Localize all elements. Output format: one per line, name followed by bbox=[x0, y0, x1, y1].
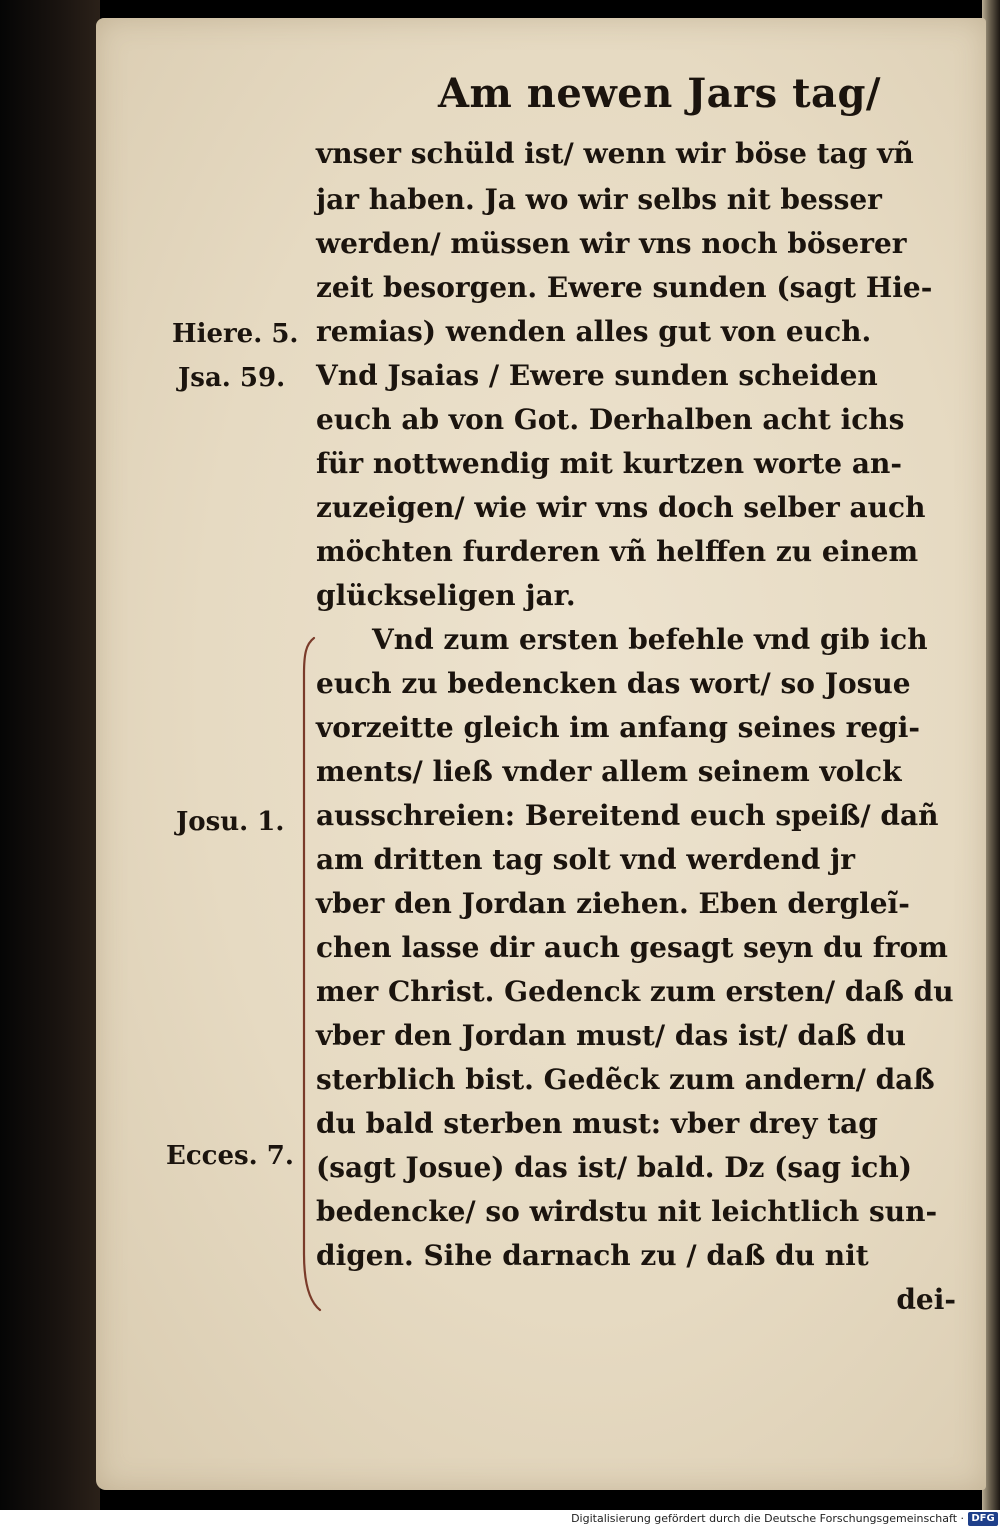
text-line: chen lasse dir auch gesagt seyn du from bbox=[316, 931, 948, 964]
text-line: am dritten tag solt vnd werdend jr bbox=[316, 843, 856, 876]
text-line: vnser schüld ist/ wenn wir böse tag vñ bbox=[316, 137, 914, 170]
text-line: (sagt Josue) das ist/ bald. Dz (sag ich) bbox=[316, 1151, 912, 1184]
book-gutter bbox=[0, 0, 100, 1510]
text-line: für nottwendig mit kurtzen worte an- bbox=[316, 447, 902, 480]
text-line: zeit besorgen. Ewere sunden (sagt Hie- bbox=[316, 271, 933, 304]
text-line: glückseligen jar. bbox=[316, 579, 576, 612]
text-line: zuzeigen/ wie wir vns doch selber auch bbox=[316, 491, 926, 524]
margin-note: Jsa. 59. bbox=[178, 363, 286, 393]
margin-note: Ecces. 7. bbox=[166, 1141, 294, 1171]
paragraph-start-line: Vnd zum ersten befehle vnd gib ich bbox=[372, 623, 928, 656]
margin-note: Hiere. 5. bbox=[172, 319, 299, 349]
text-line: vorzeitte gleich im anfang seines regi- bbox=[316, 711, 920, 744]
text-line: jar haben. Ja wo wir selbs nit besser bbox=[316, 183, 882, 216]
text-line: mer Christ. Gedenck zum ersten/ daß du bbox=[316, 975, 954, 1008]
text-line: remias) wenden alles gut von euch. bbox=[316, 315, 872, 348]
text-line: du bald sterben must: vber drey tag bbox=[316, 1107, 878, 1140]
running-header: Am newen Jars tag/ bbox=[438, 70, 882, 117]
text-line: bedencke/ so wirdstu nit leichtlich sun- bbox=[316, 1195, 938, 1228]
digitization-credit: Digitalisierung gefördert durch die Deutsche Forschungsgemeinschaft · bbox=[571, 1512, 964, 1525]
text-line: ments/ ließ vnder allem seinem volck bbox=[316, 755, 902, 788]
margin-note: Josu. 1. bbox=[176, 807, 285, 837]
text-line: vber den Jordan must/ das ist/ daß du bbox=[316, 1019, 907, 1052]
text-line: digen. Sihe darnach zu / daß du nit bbox=[316, 1239, 869, 1272]
text-line: sterblich bist. Gedẽck zum andern/ daß bbox=[316, 1063, 935, 1096]
text-line: euch ab von Got. Derhalben acht ichs bbox=[316, 403, 905, 436]
text-line: ausschreien: Bereitend euch speiß/ dañ bbox=[316, 799, 939, 832]
text-line: Vnd Jsaias / Ewere sunden scheiden bbox=[316, 359, 878, 392]
margin-bracket bbox=[292, 634, 322, 1314]
text-line: werden/ müssen wir vns noch böserer bbox=[316, 227, 907, 260]
text-line: vber den Jordan ziehen. Eben dergleĩ- bbox=[316, 887, 910, 920]
text-line: möchten furderen vñ helffen zu einem bbox=[316, 535, 919, 568]
catchword: dei- bbox=[896, 1283, 956, 1316]
text-line: euch zu bedencken das wort/ so Josue bbox=[316, 667, 911, 700]
dfg-logo: DFG bbox=[968, 1512, 998, 1526]
